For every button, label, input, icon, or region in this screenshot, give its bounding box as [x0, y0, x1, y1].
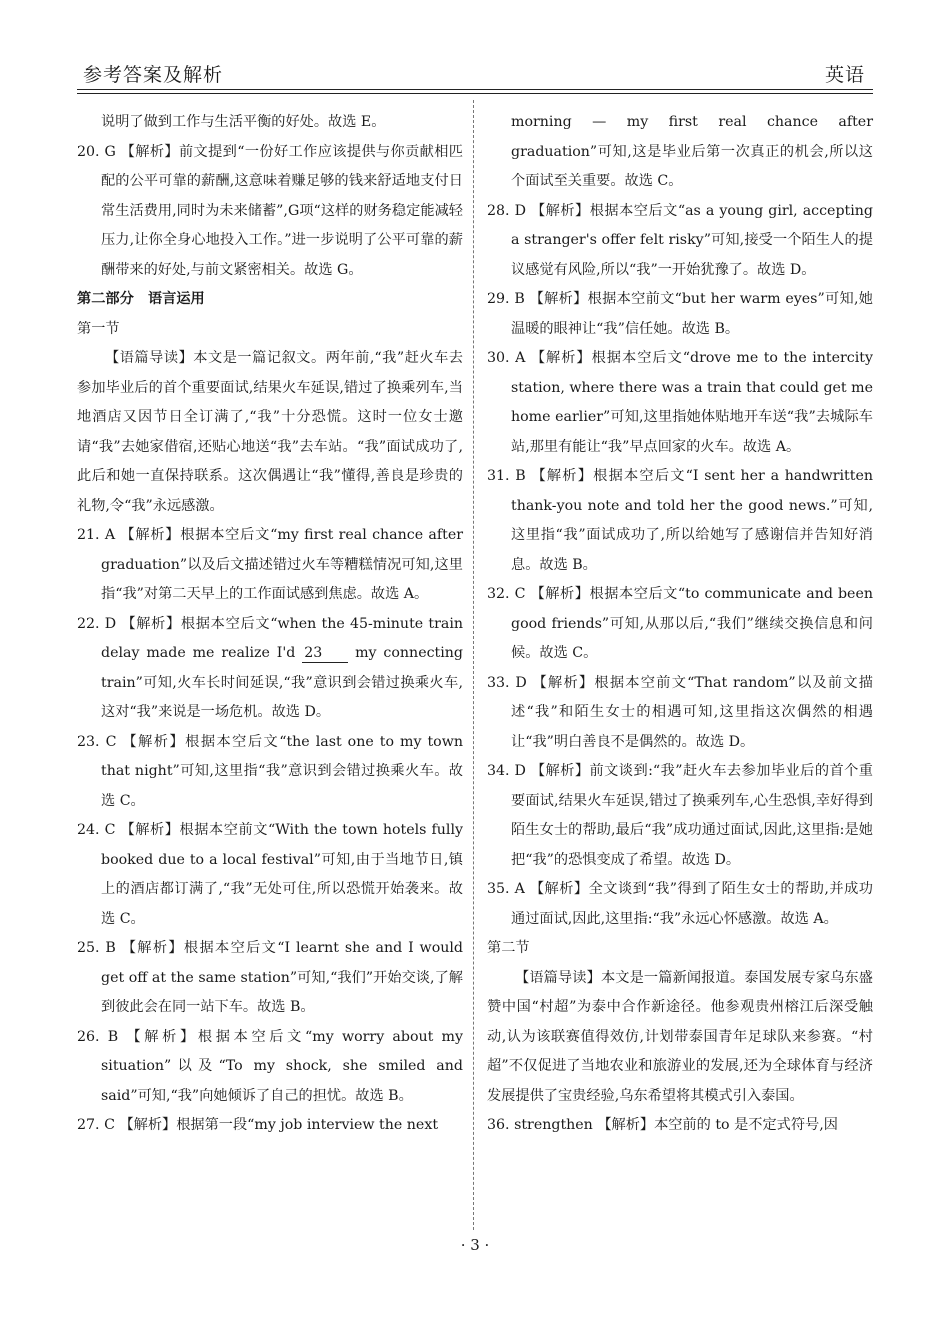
answer-24: 24. C 【解析】根据本空前文“With the town hotels fully booked due to a local festival”可知,由于当地节日,镇上的酒店都订满了,“我”无处可住,所以恐慌开始袭来。故选 C。	[77, 822, 463, 927]
answer-25: 25. B 【解析】根据本空后文“I learnt she and I would get off at the same station”可知,“我们”开始交谈,了解到彼此会在同一站下车。故选 B。	[77, 940, 463, 1015]
answer-32: 32. C 【解析】根据本空后文“to communicate and been good friends”可知,从那以后,“我们”继续交换信息和问候。故选 C。	[487, 586, 873, 661]
section-heading: 第二部分 语言运用	[77, 291, 205, 307]
left-column	[77, 108, 463, 1141]
subsection-heading-2: 第二节	[487, 940, 530, 956]
answer-22	[77, 610, 463, 728]
header-rule-thick	[77, 89, 873, 90]
answer-20: 20. G 【解析】前文提到“一份好工作应该提供与你贡献相匹配的公平可靠的薪酬,这意味着赚足够的钱来舒适地支付日常生活费用,同时为未来储蓄”,G项“这样的财务稳定能减轻压力,让你全身心地投入工作。”进一步说明了公平可靠的薪酬带来的好处,与前文紧密相关。故选 G。	[77, 143, 463, 278]
column-divider	[473, 100, 474, 1230]
answer-29: 29. B 【解析】根据本空前文“but her warm eyes”可知,她温暖的眼神让“我”信任她。故选 B。	[487, 291, 873, 337]
reading-guide: 【语篇导读】本文是一篇记叙文。两年前,“我”赶火车去参加毕业后的首个重要面试,结果火车延误,错过了换乘列车,当地酒店又因节日全订满了,“我”十分恐慌。这时一位女士邀请“我”去她家借宿,还贴心地送“我”去车站。“我”面试成功了,此后和她一直保持联系。这次偶遇让“我”懂得,善良是珍贵的礼物,令“我”永远感激。	[77, 350, 463, 514]
answer-34: 34. D 【解析】前文谈到:“我”赶火车去参加毕业后的首个重要面试,结果火车延误,错过了换乘列车,心生恐惧,幸好得到陌生女士的帮助,最后“我”成功通过面试,因此,这里指:是她把“我”的恐惧变成了希望。故选 D。	[487, 763, 873, 868]
header-title: 参考答案及解析	[83, 64, 224, 86]
answer-30: 30. A 【解析】根据本空后文“drove me to the intercity station, where there was a train that could get me home earlier”可知,这里指她体贴地开车送“我”去城际车站,那里有能让“我”早点回家的火车。故选 A。	[487, 350, 873, 455]
page-number: · 3 ·	[460, 1236, 490, 1254]
page-header	[77, 58, 873, 88]
answer-23: 23. C 【解析】根据本空后文“the last one to my town that night”可知,这里指“我”意识到会错过换乘火车。故选 C。	[77, 733, 463, 809]
paragraph: 说明了做到工作与生活平衡的好处。故选 E。	[101, 114, 386, 130]
blank-number: 23	[302, 644, 348, 663]
reading-guide-2: 【语篇导读】本文是一篇新闻报道。泰国发展专家乌东盛赞中国“村超”为泰中合作新途径。他参观贵州榕江后深受触动,认为该联赛值得效仿,计划带泰国青年足球队来参赛。“村超”不仅促进了当地农业和旅游业的发展,还为全球体育与经济发展提供了宝贵经验,乌东希望将其模式引入泰国。	[487, 969, 873, 1104]
answer-33: 33. D 【解析】根据本空前文“That random”以及前文描述“我”和陌生女士的相遇可知,这里指这次偶然的相遇让“我”明白善良不是偶然的。故选 D。	[487, 674, 873, 750]
answer-22-pre: 22. D 【解析】根据本空后文“when the 45-minute train delay made me realize I'd	[77, 615, 463, 661]
answer-26: 26. B 【解析】根据本空后文“my worry about my situation”以及“To my shock, she smiled and said”可知,“我”向她倾诉了自己的担忧。故选 B。	[77, 1028, 463, 1104]
answer-27-continued: morning — my first real chance after graduation”可知,这是毕业后第一次真正的机会,所以这个面试至关重要。故选 C。	[511, 114, 873, 189]
answer-27: 27. C 【解析】根据第一段“my job interview the next	[77, 1117, 439, 1133]
right-column	[487, 108, 873, 1141]
subsection-heading: 第一节	[77, 320, 120, 337]
answer-36: 36. strengthen 【解析】本空前的 to 是不定式符号,因	[487, 1117, 838, 1133]
answer-35: 35. A 【解析】全文谈到“我”得到了陌生女士的帮助,并成功通过面试,因此,这里指:“我”永远心怀感激。故选 A。	[487, 881, 873, 927]
answer-21: 21. A 【解析】根据本空后文“my first real chance after graduation”以及后文描述错过火车等糟糕情况可知,这里指“我”对第二天早上的工作面试感到焦虑。故选 A。	[77, 527, 463, 602]
answer-31: 31. B 【解析】根据本空后文“I sent her a handwritten thank-you note and told her the good news.”可知,这里指“我”面试成功了,所以给她写了感谢信并告知好消息。故选 B。	[487, 468, 873, 573]
header-subject: 英语	[824, 64, 865, 86]
answer-28: 28. D 【解析】根据本空后文“as a young girl, accepting a stranger's offer felt risky”可知,接受一个陌生人的提议感觉有风险,所以“我”一开始犹豫了。故选 D。	[487, 202, 873, 278]
header-rule-thin	[77, 93, 873, 94]
answer-22-post: my connecting train”可知,火车长时间延误,“我”意识到会错过换乘火车,这对“我”来说是一场危机。故选 D。	[101, 645, 463, 720]
